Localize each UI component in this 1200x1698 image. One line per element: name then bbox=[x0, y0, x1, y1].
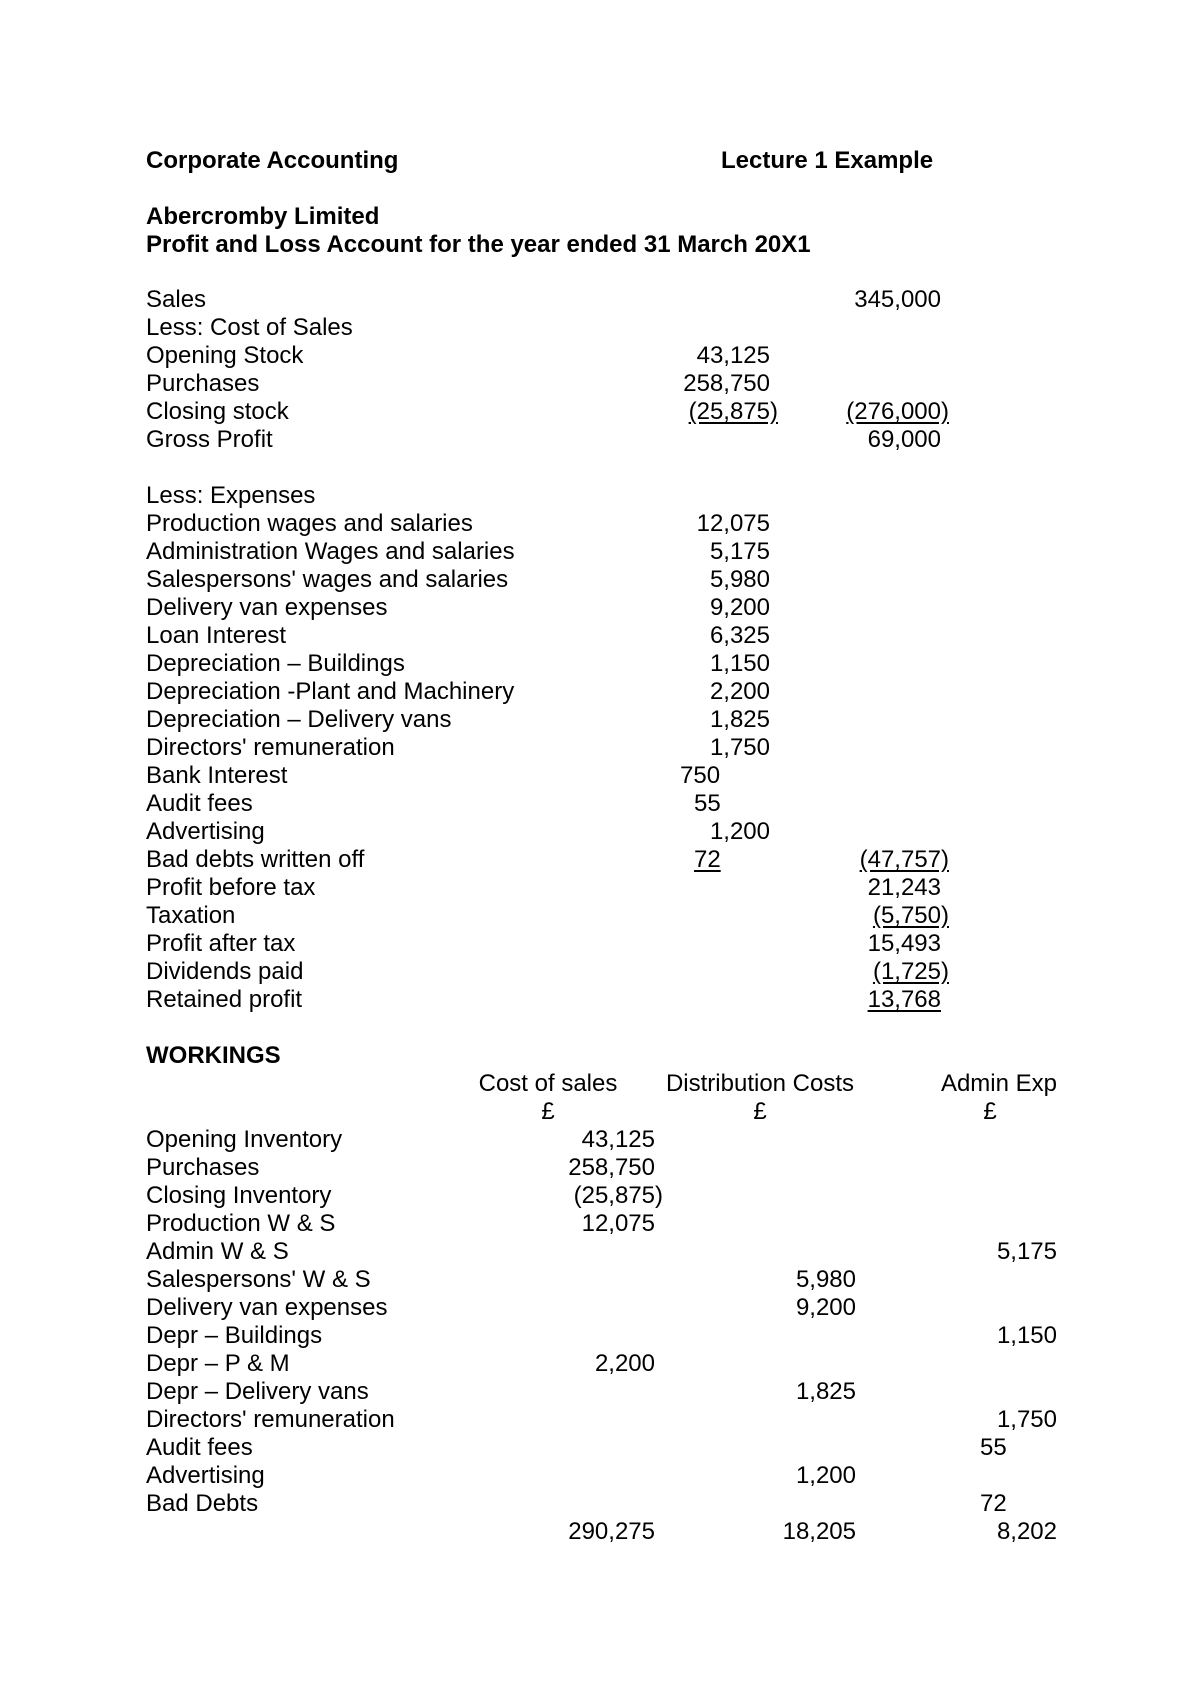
workings-label: Admin W & S bbox=[146, 1238, 289, 1265]
pl-label: Taxation bbox=[146, 902, 236, 929]
pl-value-col1: (25,875) bbox=[688, 398, 778, 425]
pl-label: Depreciation -Plant and Machinery bbox=[146, 678, 515, 705]
workings-admin-value: 72 bbox=[980, 1490, 1007, 1517]
pl-value-col2: (47,757) bbox=[859, 846, 949, 873]
workings-title: WORKINGS bbox=[146, 1042, 281, 1069]
workings-label: Advertising bbox=[146, 1462, 265, 1489]
workings-dist-value: 1,825 bbox=[795, 1378, 856, 1405]
pl-label: Gross Profit bbox=[146, 426, 273, 453]
pl-label: Directors' remuneration bbox=[146, 734, 395, 761]
workings-admin-value: 55 bbox=[980, 1434, 1007, 1461]
pl-label: Bad debts written off bbox=[146, 846, 365, 873]
workings-admin-value: 5,175 bbox=[996, 1238, 1057, 1265]
pl-label: Delivery van expenses bbox=[146, 594, 388, 621]
pl-label: Depreciation – Buildings bbox=[146, 650, 405, 677]
pl-value-col2: (1,725) bbox=[872, 958, 949, 985]
pl-label: Loan Interest bbox=[146, 622, 287, 649]
workings-total-cos: 290,275 bbox=[568, 1518, 655, 1545]
pl-label: Bank Interest bbox=[146, 762, 288, 789]
workings-label: Delivery van expenses bbox=[146, 1294, 388, 1321]
workings-label: Salespersons' W & S bbox=[146, 1266, 371, 1293]
pl-value-col2: (276,000) bbox=[846, 398, 949, 425]
company-name: Abercromby Limited bbox=[146, 203, 380, 230]
pl-label: Less: Expenses bbox=[146, 482, 316, 509]
col-header-distribution: Distribution Costs bbox=[665, 1070, 855, 1097]
workings-label: Directors' remuneration bbox=[146, 1406, 395, 1433]
pl-value-col2: 15,493 bbox=[867, 930, 941, 957]
pl-value-col1: 1,150 bbox=[709, 650, 770, 677]
pl-label: Retained profit bbox=[146, 986, 303, 1013]
pl-value-col1: 1,750 bbox=[709, 734, 770, 761]
pl-value-col1: 1,825 bbox=[709, 706, 770, 733]
pl-label: Depreciation – Delivery vans bbox=[146, 706, 452, 733]
pl-label: Production wages and salaries bbox=[146, 510, 473, 537]
pl-label: Administration Wages and salaries bbox=[146, 538, 515, 565]
workings-label: Closing Inventory bbox=[146, 1182, 332, 1209]
workings-cos-value: 12,075 bbox=[581, 1210, 655, 1237]
workings-label: Audit fees bbox=[146, 1434, 253, 1461]
pl-value-col1: 258,750 bbox=[683, 370, 770, 397]
pl-value-col1: 2,200 bbox=[709, 678, 770, 705]
pl-label: Less: Cost of Sales bbox=[146, 314, 353, 341]
pl-label: Purchases bbox=[146, 370, 260, 397]
pl-value-col1: 1,200 bbox=[709, 818, 770, 845]
currency-symbol: £ bbox=[753, 1098, 767, 1125]
pl-value-col2: 345,000 bbox=[854, 286, 941, 313]
workings-total-admin: 8,202 bbox=[996, 1518, 1057, 1545]
pl-value-col2: 13,768 bbox=[867, 986, 941, 1013]
workings-label: Purchases bbox=[146, 1154, 260, 1181]
pl-label: Advertising bbox=[146, 818, 265, 845]
pl-value-col1: 43,125 bbox=[696, 342, 770, 369]
pl-label: Profit after tax bbox=[146, 930, 296, 957]
workings-label: Production W & S bbox=[146, 1210, 336, 1237]
workings-admin-value: 1,750 bbox=[996, 1406, 1057, 1433]
pl-value-col1: 12,075 bbox=[696, 510, 770, 537]
pl-label: Closing stock bbox=[146, 398, 289, 425]
pl-value-col1: 5,175 bbox=[709, 538, 770, 565]
pl-value-col2: 69,000 bbox=[867, 426, 941, 453]
col-header-cost-of-sales: Cost of sales bbox=[478, 1070, 618, 1097]
pl-label: Profit before tax bbox=[146, 874, 316, 901]
pl-value-col1: 5,980 bbox=[709, 566, 770, 593]
pl-value-col1: 72 bbox=[694, 846, 721, 873]
currency-symbol: £ bbox=[983, 1098, 997, 1125]
workings-admin-value: 1,150 bbox=[996, 1322, 1057, 1349]
currency-symbol: £ bbox=[541, 1098, 555, 1125]
pl-value-col1: 55 bbox=[694, 790, 721, 817]
pl-value-col1: 750 bbox=[680, 762, 721, 789]
workings-cos-value: 258,750 bbox=[568, 1154, 655, 1181]
workings-total-dist: 18,205 bbox=[782, 1518, 856, 1545]
course-title: Corporate Accounting bbox=[146, 147, 399, 174]
workings-dist-value: 9,200 bbox=[795, 1294, 856, 1321]
workings-dist-value: 1,200 bbox=[795, 1462, 856, 1489]
workings-cos-value: 2,200 bbox=[594, 1350, 655, 1377]
pl-label: Audit fees bbox=[146, 790, 253, 817]
pl-value-col2: 21,243 bbox=[867, 874, 941, 901]
workings-label: Opening Inventory bbox=[146, 1126, 343, 1153]
workings-label: Bad Debts bbox=[146, 1490, 259, 1517]
col-header-admin: Admin Exp bbox=[940, 1070, 1057, 1097]
pl-label: Sales bbox=[146, 286, 207, 313]
pl-label: Opening Stock bbox=[146, 342, 304, 369]
workings-cos-value: (25,875) bbox=[573, 1182, 663, 1209]
lecture-label: Lecture 1 Example bbox=[721, 147, 934, 174]
pl-label: Dividends paid bbox=[146, 958, 304, 985]
workings-label: Depr – Delivery vans bbox=[146, 1378, 369, 1405]
pl-label: Salespersons' wages and salaries bbox=[146, 566, 509, 593]
pl-value-col2: (5,750) bbox=[872, 902, 949, 929]
workings-dist-value: 5,980 bbox=[795, 1266, 856, 1293]
statement-title: Profit and Loss Account for the year ended 31 March 20X1 bbox=[146, 231, 811, 258]
workings-cos-value: 43,125 bbox=[581, 1126, 655, 1153]
workings-label: Depr – Buildings bbox=[146, 1322, 323, 1349]
workings-label: Depr – P & M bbox=[146, 1350, 290, 1377]
pl-value-col1: 9,200 bbox=[709, 594, 770, 621]
pl-value-col1: 6,325 bbox=[709, 622, 770, 649]
